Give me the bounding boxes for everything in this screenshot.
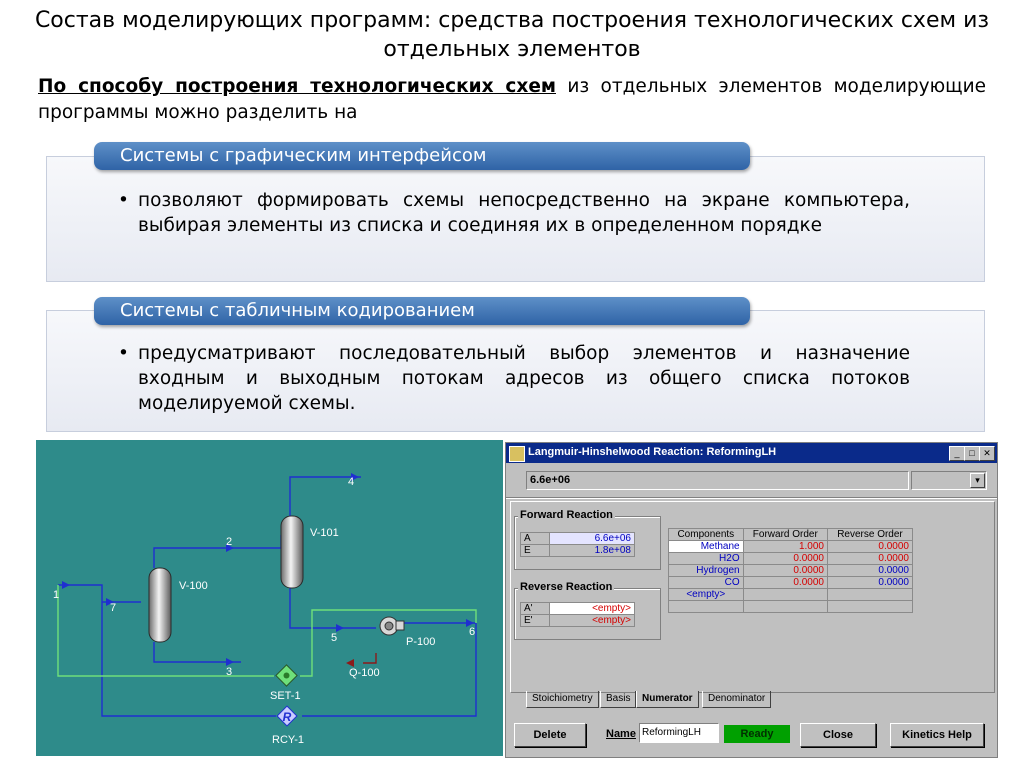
table-row: H2O 0.0000 0.0000 — [669, 553, 913, 565]
stream-5-label: 5 — [331, 632, 338, 644]
tab-denominator[interactable]: Denominator — [702, 691, 771, 708]
recycle-symbol: R — [282, 710, 292, 724]
forward-a-value[interactable]: 6.6e+06 — [550, 533, 635, 545]
dialog-titlebar[interactable] — [506, 443, 997, 463]
forward-reaction-label: Forward Reaction — [520, 509, 613, 521]
table-row: E' <empty> — [521, 615, 635, 627]
stream-3-label: 3 — [226, 666, 233, 678]
name-input[interactable]: ReformingLH — [639, 723, 719, 743]
name-label: Name — [606, 728, 636, 740]
pump-p100[interactable] — [380, 617, 404, 635]
table-row: A' <empty> — [521, 603, 635, 615]
vessel-v100[interactable] — [149, 568, 171, 642]
delete-button[interactable]: Delete — [514, 723, 586, 747]
reverse-a-value[interactable]: <empty> — [550, 603, 635, 615]
recycle-rcy1[interactable] — [277, 706, 297, 726]
tab-stoichiometry[interactable]: Stoichiometry — [526, 691, 599, 708]
stream-5-line — [290, 588, 376, 628]
table-coding-text: предусматривают последовательный выбор элементов и назначение входным и выходным потокам адресов из общего списка потоков моделируемой схемы. — [138, 343, 910, 414]
kinetics-help-button[interactable]: Kinetics Help — [890, 723, 984, 747]
set-operation-set1[interactable] — [276, 665, 297, 686]
stream-2-line — [154, 535, 281, 568]
close-button[interactable]: Close — [800, 723, 876, 747]
stream-4-label: 4 — [348, 476, 355, 488]
maximize-icon[interactable]: □ — [964, 446, 980, 461]
dialog-title: Langmuir-Hinshelwood Reaction: ReformingLH — [528, 446, 777, 458]
forward-e-value[interactable]: 1.8e+08 — [550, 545, 635, 557]
table-row: CO 0.0000 0.0000 — [669, 577, 913, 589]
reverse-e-value[interactable]: <empty> — [550, 615, 635, 627]
table-row: <empty> — [669, 589, 913, 601]
intro-paragraph — [38, 74, 986, 126]
flowsheet-canvas — [36, 440, 503, 756]
process-flowsheet — [36, 440, 503, 756]
graphic-interface-heading: Системы с графическим интерфейсом — [94, 142, 750, 170]
minimize-icon[interactable]: _ — [949, 446, 965, 461]
table-coding-bullet — [118, 341, 910, 416]
rcy1-label: RCY-1 — [272, 734, 304, 746]
table-row: Hydrogen 0.0000 0.0000 — [669, 565, 913, 577]
unit-dropdown[interactable] — [911, 471, 987, 490]
table-row: Methane 1.000 0.0000 — [669, 541, 913, 553]
v100-label: V-100 — [179, 580, 208, 592]
bullet-icon: • — [118, 190, 129, 211]
recycle-return-line — [302, 623, 476, 716]
stream-7-label: 7 — [110, 602, 117, 614]
header-components: Components — [669, 529, 744, 541]
table-row: A 6.6e+06 — [521, 533, 635, 545]
v101-label: V-101 — [310, 527, 339, 539]
bullet-icon: • — [118, 343, 129, 364]
chevron-down-icon[interactable]: ▾ — [970, 473, 985, 488]
slide-title: Состав моделирующих программ: средства построения технологических схем из отдельных элементов — [34, 8, 990, 62]
value-field[interactable]: 6.6e+06 — [526, 471, 909, 490]
energy-stream-line — [363, 653, 376, 663]
graphic-interface-text: позволяют формировать схемы непосредственно на экране компьютера, выбирая элементы из списка и соединяя их в определенном порядке — [138, 190, 910, 236]
p100-label: P-100 — [406, 636, 436, 648]
divider — [506, 497, 997, 499]
stream-6-label: 6 — [469, 626, 476, 638]
header-forward-order: Forward Order — [743, 529, 827, 541]
table-row: E 1.8e+08 — [521, 545, 635, 557]
tab-page — [510, 501, 995, 693]
tab-basis[interactable]: Basis — [600, 691, 636, 708]
vessel-v101[interactable] — [281, 516, 303, 588]
app-icon — [509, 446, 525, 462]
reaction-dialog — [505, 442, 998, 758]
tab-numerator[interactable]: Numerator — [636, 691, 699, 708]
intro-text: из отдельных элементов моделирующие программы можно разделить на — [38, 76, 986, 123]
set1-label: SET-1 — [270, 690, 301, 702]
intro-emphasis: По способу построения технологических схем — [38, 76, 556, 97]
energy-arrow — [346, 659, 354, 667]
reverse-reaction-label: Reverse Reaction — [520, 581, 613, 593]
q100-label: Q-100 — [349, 667, 380, 679]
close-icon[interactable]: ✕ — [979, 446, 995, 461]
stream-2-label: 2 — [226, 536, 233, 548]
stream-1-label: 1 — [53, 589, 60, 601]
table-coding-heading: Системы с табличным кодированием — [94, 297, 750, 325]
header-reverse-order: Reverse Order — [827, 529, 912, 541]
status-badge: Ready — [724, 725, 790, 743]
graphic-interface-bullet — [118, 188, 910, 238]
